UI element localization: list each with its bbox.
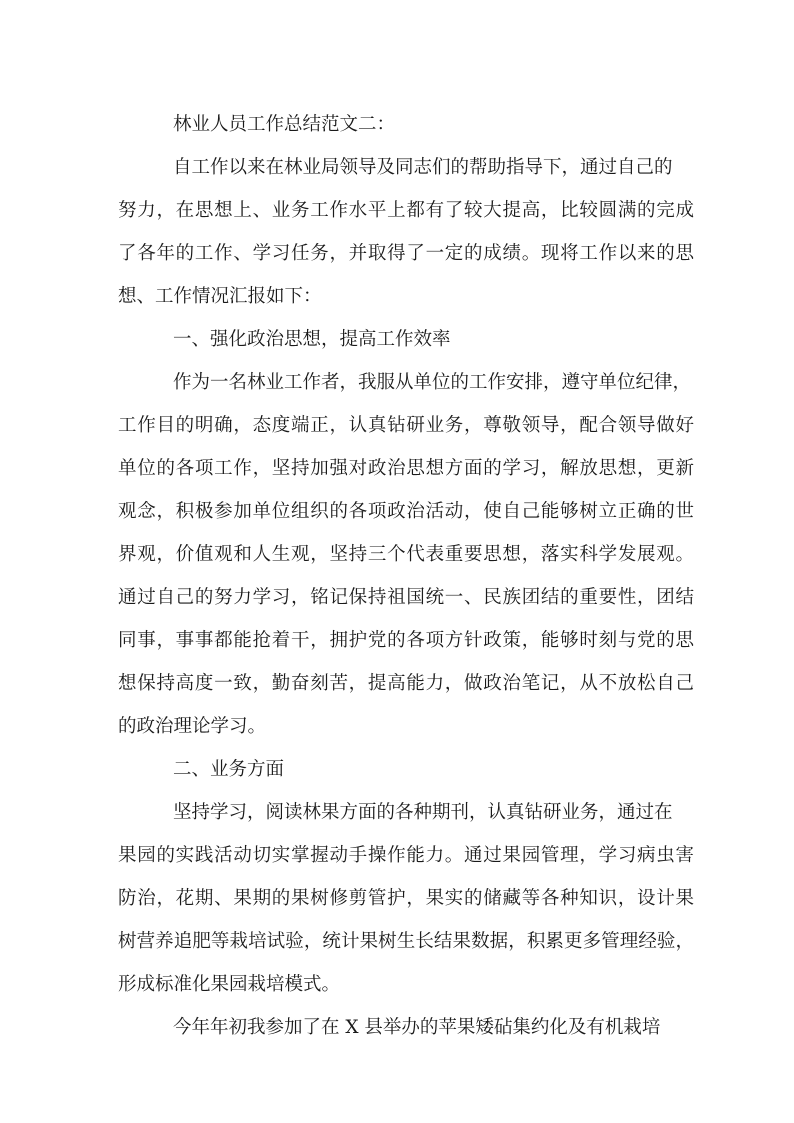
paragraph-line: 树营养追肥等栽培试验，统计果树生长结果数据，积累更多管理经验， — [118, 931, 694, 952]
paragraph-intro — [118, 146, 694, 318]
section-heading-business: 二、业务方面 — [173, 759, 285, 780]
paragraph-line: 防治，花期、果期的果树修剪管护，果实的储藏等各种知识，设计果 — [118, 888, 694, 909]
paragraph-line: 坚持学习，阅读林果方面的各种期刊，认真钻研业务，通过在 — [173, 802, 673, 823]
paragraph-line: 界观，价值观和人生观，坚持三个代表重要思想，落实科学发展观。 — [118, 544, 694, 565]
section-heading-politics: 一、强化政治思想，提高工作效率 — [173, 329, 451, 350]
paragraph-line: 同事，事事都能抢着干，拥护党的各项方针政策，能够时刻与党的思 — [118, 630, 694, 651]
paragraph-training — [118, 1006, 694, 1049]
paragraph-line: 努力，在思想上、业务工作水平上都有了较大提高，比较圆满的完成 — [118, 200, 694, 221]
paragraph-line: 形成标准化果园栽培模式。 — [118, 974, 341, 995]
paragraph-line: 想、工作情况汇报如下： — [118, 286, 322, 307]
paragraph-line: 今年年初我参加了在 X 县举办的苹果矮砧集约化及有机栽培 — [173, 1017, 661, 1038]
paragraph-line: 的政治理论学习。 — [118, 716, 267, 737]
paragraph-line: 作为一名林业工作者，我服从单位的工作安排，遵守单位纪律， — [173, 372, 692, 393]
paragraph-line: 想保持高度一致，勤奋刻苦，提高能力，做政治笔记，从不放松自己 — [118, 673, 694, 694]
paragraph-line: 工作目的明确，态度端正，认真钻研业务，尊敬领导，配合领导做好 — [118, 415, 694, 436]
paragraph-line: 果园的实践活动切实掌握动手操作能力。通过果园管理，学习病虫害 — [118, 845, 694, 866]
paragraph-politics — [118, 361, 694, 748]
paragraph-line: 自工作以来在林业局领导及同志们的帮助指导下，通过自己的 — [173, 157, 673, 178]
paragraph-line: 了各年的工作、学习任务，并取得了一定的成绩。现将工作以来的思 — [118, 243, 694, 264]
paragraph-business — [118, 791, 694, 1006]
document-page — [118, 103, 694, 1049]
paragraph-line: 观念，积极参加单位组织的各项政治活动，使自己能够树立正确的世 — [118, 501, 694, 522]
paragraph-line: 通过自己的努力学习，铭记保持祖国统一、民族团结的重要性，团结 — [118, 587, 694, 608]
paragraph-line: 单位的各项工作，坚持加强对政治思想方面的学习，解放思想，更新 — [118, 458, 694, 479]
document-heading: 林业人员工作总结范文二： — [173, 114, 396, 135]
